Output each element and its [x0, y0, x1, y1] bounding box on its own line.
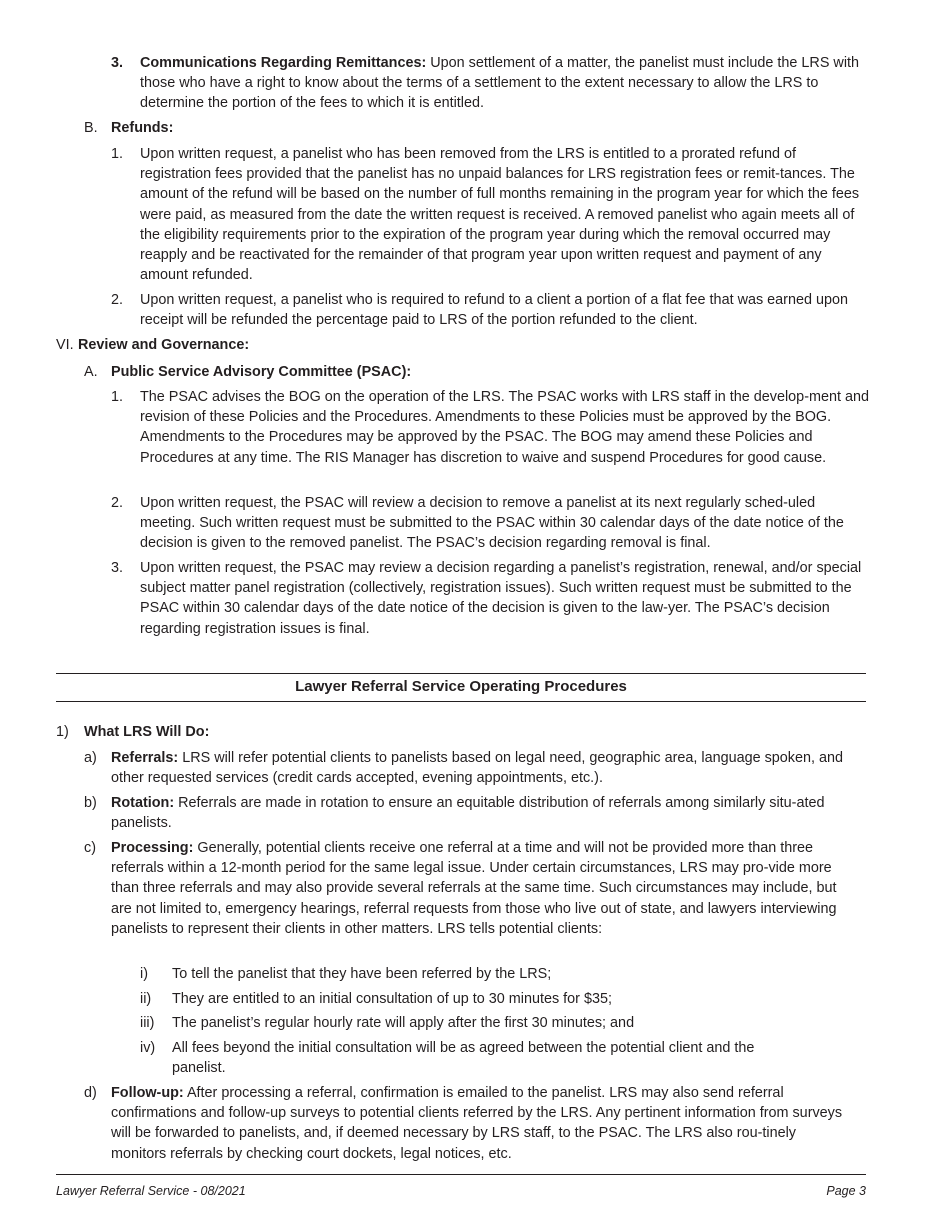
- refunds-marker: B.: [84, 120, 98, 136]
- footer-rule: [56, 1174, 866, 1175]
- section-vi-marker: VI.: [56, 337, 74, 353]
- procedures-title: Lawyer Referral Service Operating Procedures: [295, 678, 627, 695]
- procedure-item-heading: Rotation:: [111, 795, 175, 811]
- subitem-text: To tell the panelist that they have been referred by the LRS;: [172, 966, 552, 982]
- subitem-marker: ii): [140, 991, 152, 1007]
- procedure-item-marker: a): [84, 750, 97, 766]
- refunds-heading: Refunds:: [111, 120, 174, 136]
- psac-item-marker: 2.: [111, 495, 124, 511]
- procedure-item-text: Referrals are made in rotation to ensure an equitable distribution of referrals among similarly situ-ated panelists.: [111, 795, 825, 832]
- title-rule-bottom: [56, 701, 866, 702]
- item-text: Upon settlement of a matter, the panelist must include the LRS with those who have a right to know about the terms of a settlement to the extent necessary to allow the LRS to determine the portion of the fees to which it is entitled.: [140, 55, 860, 112]
- refund-item-text: Upon written request, a panelist who is required to refund to a client a portion of a flat fee that was earned upon receipt will be refunded the percentage paid to LRS of the portion refunded to the client.: [140, 292, 848, 329]
- psac-item-text: Upon written request, the PSAC will review a decision to remove a panelist at its next regularly sched-uled meeting. Such written request must be submitted to the PSAC within 30 calendar days of the date notice of the decision is given to the removed panelist. The PSAC’s decision regarding removal is final.: [140, 495, 844, 552]
- psac-item-marker: 1.: [111, 389, 124, 405]
- subitem-text: The panelist’s regular hourly rate will apply after the first 30 minutes; and: [172, 1015, 635, 1031]
- procedure-item-text: LRS will refer potential clients to panelists based on legal need, geographic area, language spoken, and other requested services (credit cards accepted, evening appointments, etc.).: [111, 750, 844, 787]
- procedure-item-body: [111, 793, 846, 833]
- footer-left: Lawyer Referral Service - 08/2021: [56, 1184, 246, 1198]
- subitem-marker: iii): [140, 1015, 155, 1031]
- psac-heading: Public Service Advisory Committee (PSAC):: [111, 364, 412, 380]
- procedure-1-heading: What LRS Will Do:: [84, 724, 210, 740]
- psac-item-marker: 3.: [111, 560, 124, 576]
- item-marker: 3.: [111, 55, 124, 71]
- procedure-item-body: [111, 838, 846, 939]
- subitem-marker: iv): [140, 1040, 156, 1056]
- refund-item-marker: 1.: [111, 146, 124, 162]
- procedure-item-text: Generally, potential clients receive one referral at a time and will not be provided more than three referrals within a 12-month period for the same legal issue. Under certain circumstances, LRS may pro-vide more than three referrals and may also provide several referrals at the same time. Such circumstances may include, but are not limited to, emergency hearings, referral requests from those who live out of state, and lawyers interviewing panelists to represent their clients in other matters. LRS tells potential clients:: [111, 840, 837, 937]
- section-vi-heading: Review and Governance:: [78, 337, 250, 353]
- refund-item-text: Upon written request, a panelist who has been removed from the LRS is entitled to a prorated refund of registration fees provided that the panelist has no unpaid balances for LRS registration fees or remit-tances. The amount of the refund will be based on the number of full months remaining in the program year for which the fees were paid, as measured from the date the written request is received. A removed panelist who again meets all of the eligibility requirements prior to the expiration of the program year during which the removal occurred may reapply and be reactivated for the remainder of that program year upon written request and payment of any amount refunded.: [140, 146, 860, 284]
- item-body: [140, 53, 875, 114]
- procedure-item-body: [111, 1083, 846, 1164]
- psac-item-text: Upon written request, the PSAC may review a decision regarding a panelist’s registration, renewal, and/or special subject matter panel registration (collectively, registration issues). Such written request must be submitted to the PSAC within 30 calendar days of the date notice of the decision is given to the law-yer. The PSAC’s decision regarding registration issues is final.: [140, 560, 862, 637]
- title-rule-top: [56, 673, 866, 674]
- subitem-marker: i): [140, 966, 148, 982]
- subitem-text: All fees beyond the initial consultation will be as agreed between the potential client and the panelist.: [172, 1040, 755, 1077]
- procedure-1-marker: 1): [56, 724, 69, 740]
- psac-item-text: The PSAC advises the BOG on the operation of the LRS. The PSAC works with LRS staff in the develop-ment and revision of these Policies and the Procedures. Amendments to these Policies must be approved by the BOG. Amendments to the Procedures may be approved by the PSAC. The BOG may amend these Policies and Procedures at any time. The RIS Manager has discretion to waive and suspend Procedures for good cause.: [140, 389, 869, 466]
- procedure-item-heading: Follow-up:: [111, 1085, 184, 1101]
- item-heading: Communications Regarding Remittances:: [140, 55, 427, 71]
- procedure-item-marker: d): [84, 1085, 97, 1101]
- procedure-item-marker: c): [84, 840, 96, 856]
- procedure-item-heading: Processing:: [111, 840, 194, 856]
- refund-item-marker: 2.: [111, 292, 124, 308]
- psac-marker: A.: [84, 364, 98, 380]
- procedure-item-text: After processing a referral, confirmation is emailed to the panelist. LRS may also send referral confirmations and follow-up surveys to potential clients referred by the LRS. Any pertinent information from surveys will be forwarded to panelists, and, if deemed necessary by LRS staff, to the PSAC. The LRS also rou-tinely monitors referrals by checking court dockets, legal notices, etc.: [111, 1085, 843, 1162]
- procedure-item-marker: b): [84, 795, 97, 811]
- procedure-item-heading: Referrals:: [111, 750, 179, 766]
- subitem-text: They are entitled to an initial consultation of up to 30 minutes for $35;: [172, 991, 612, 1007]
- page-number: Page 3: [826, 1184, 866, 1198]
- procedure-item-body: [111, 748, 846, 788]
